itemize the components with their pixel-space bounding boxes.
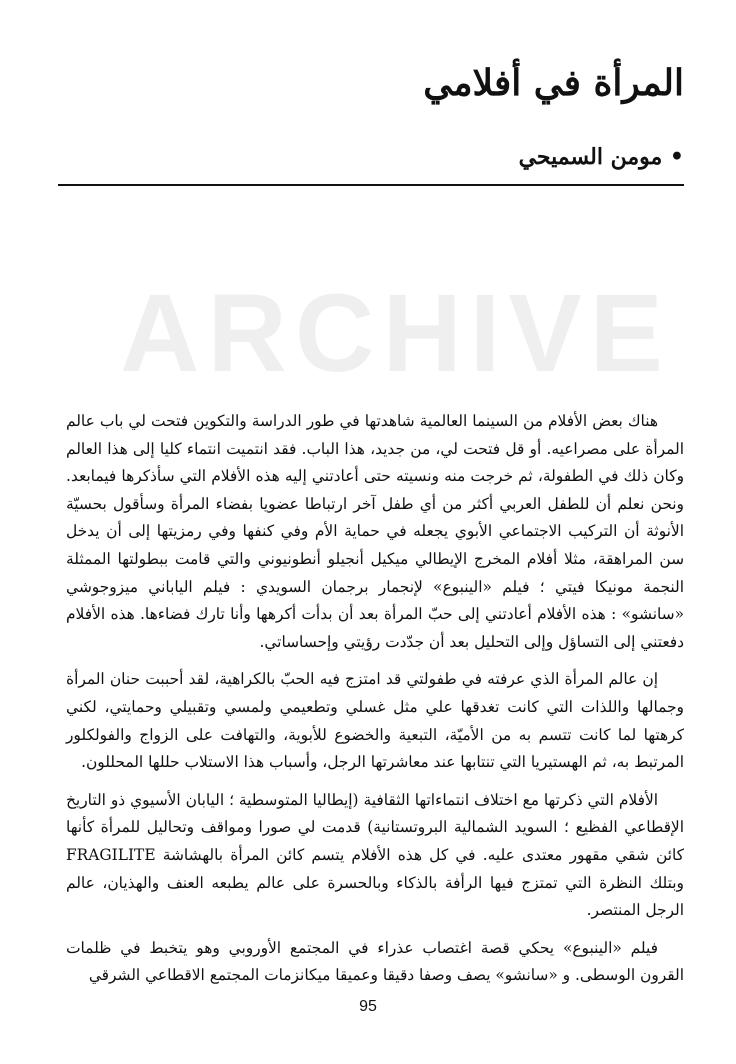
article-body	[66, 408, 684, 1000]
archive-watermark: ARCHIVE	[120, 272, 672, 395]
paragraph-3: الأفلام التي ذكرتها مع اختلاف انتماءاتها الثقافية (إيطاليا المتوسطية ؛ اليابان الأسيوي ذو التاريخ الإقطاعي الفظيع ؛ السويد الشمالية البروتستانية) قدمت لي صورا ومواقف وتحاليل للمرأة كأنها كائن شقي مقهور معتدى عليه. في كل هذه الأفلام يتسم كائن المرأة بالهشاشة FRAGILITE وبتلك النظرة التي تمتزج فيها الرأفة بالذكاء وبالحسرة على عالم يطبعه العنف والهذيان، عالم الرجل المنتصر.	[66, 790, 684, 920]
header-rule	[58, 184, 684, 186]
paragraph-4: فيلم «الينبوع» يحكي قصة اغتصاب عذراء في المجتمع الأوروبي وهو يتخبط في ظلمات القرون الوسطى. و «سانشو» يصف وصفا دقيقا وعميقا ميكانزمات المجتمع الاقطاعي الشرقي	[66, 938, 684, 985]
paragraph-2: إن عالم المرأة الذي عرفته في طفولتي قد امتزج فيه الحبّ بالكراهية، لقد أحببت حنان المرأة وجمالها واللذات التي كانت تغدقها علي مثل غسلي وتطعيمي ولمسي وتقبيلي وحمايتي، لكني كرهتها لما كانت تتسم به من الأميّة، التبعية والخضوع للأبوية، والتهافت على الزواج والفولكلور المرتبط به، ثم الهستيريا التي تنتابها عند معاشرتها الرجل، وأسباب هذا الاستلاب حللها المحللون.	[66, 670, 684, 772]
author-name: • مومن السميحي	[518, 144, 684, 170]
paragraph-1: هناك بعض الأفلام من السينما العالمية شاهدتها في طور الدراسة والتكوين فتحت لي باب عالم المرأة على مصراعيه. أو قل فتحت لي، من جديد، هذا الباب. فقد انتميت انتماء كليا إلى هذا العالم وكان ذلك في الطفولة، ثم خرجت منه ونسيته حتى أعادتني إليه هذه الأفلام التي سأذكرها فيمابعد. ونحن نعلم أن للطفل العربي أكثر من أي طفل آخر ارتباطا عضويا بفضاء المرأة وسأقول بحسيّة الأنوثة أن التركيب الاجتماعي الأبوي يجعله في حماية الأم وفي كنفها وفي رمزيتها إلى أن يدخل سن المراهقة، مثلا أفلام المخرج الإيطالي ميكيل أنجيلو أنطونيوني والتي قامت ببطولتها الممثلة النجمة مونيكا فيتي ؛ فيلم «الينبوع» لإنجمار برجمان السويدي : فيلم الياباني ميزوجوشي «سانشو» : هذه الأفلام أعادتني إلى حبّ المرأة بعد أن بدأت أكرهها وأنا تارك فضاءها. هذه الأفلام دفعتني إلى التساؤل وإلى التحليل بعد أن جدّدت رؤيتي وإحساساتي.	[66, 412, 684, 651]
article-title: المرأة في أفلامي	[423, 62, 684, 104]
page-number: 95	[359, 998, 377, 1015]
